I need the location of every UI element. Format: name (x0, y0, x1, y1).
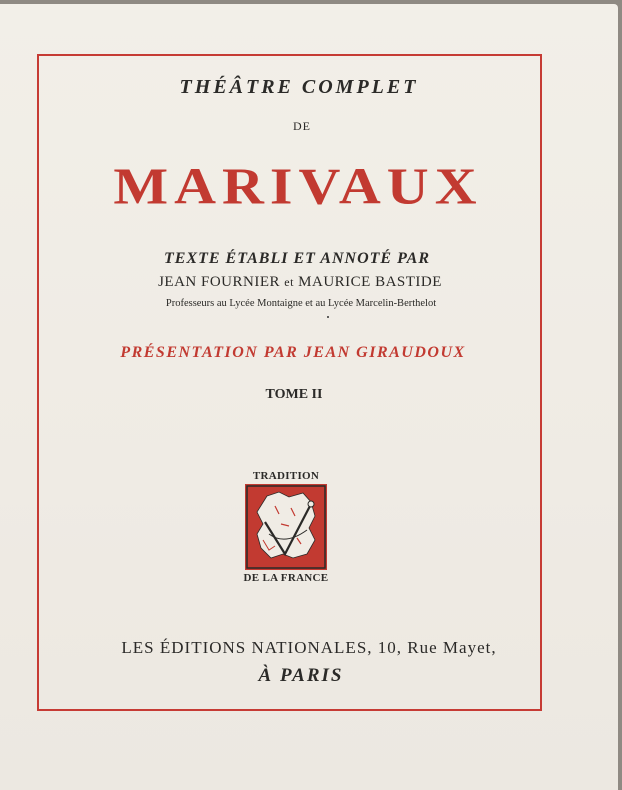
emblem-bottom-label: DE LA FRANCE (243, 572, 329, 584)
collection-title: THÉÂTRE COMPLET (179, 76, 419, 98)
presentation-credit: PRÉSENTATION PAR JEAN GIRAUDOUX (120, 344, 466, 361)
author-name: MARIVAUX (113, 156, 483, 216)
volume-number: TOME II (265, 387, 323, 402)
emblem-top-label: TRADITION (252, 470, 320, 482)
publisher-line: LES ÉDITIONS NATIONALES, 10, Rue Mayet, (121, 638, 497, 657)
editor-two: MAURICE BASTIDE (298, 274, 442, 290)
editors-affiliation: Professeurs au Lycée Montaigne et au Lycée Marcelin-Berthelot (165, 298, 437, 309)
title-page (0, 4, 618, 790)
ornament-dot (327, 316, 329, 318)
editors-conjunction: et (284, 275, 294, 289)
publisher-city: À PARIS (258, 665, 344, 686)
edition-credit: TEXTE ÉTABLI ET ANNOTÉ PAR (163, 250, 431, 267)
france-map-emblem-icon (245, 484, 327, 570)
editors-line (0, 274, 611, 291)
editor-one: JEAN FOURNIER (158, 274, 280, 290)
title-connector: DE (293, 119, 311, 133)
red-border-frame (37, 54, 542, 711)
publisher-emblem (242, 470, 330, 588)
